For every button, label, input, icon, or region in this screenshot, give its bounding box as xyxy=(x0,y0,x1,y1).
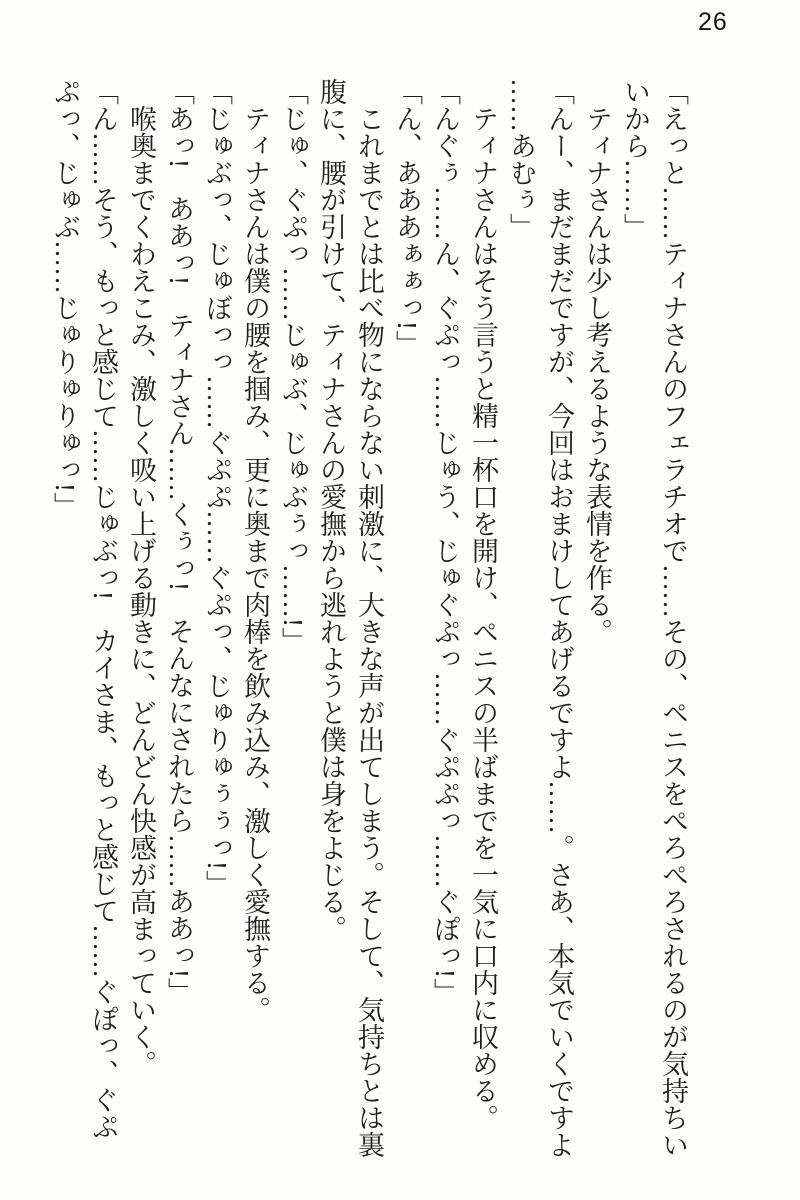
text-line: ティナさんは僕の腰を掴み、更に奥まで肉棒を飲み込み、激しく愛撫する。 xyxy=(240,105,270,1023)
text-line: 「じゅ、ぐぷっ……じゅぶ、じゅぶぅっ……!」 xyxy=(278,78,308,654)
text-line: 「んー、まだまだですが、今回はおまけしてあげるですよ……。さあ、本気でいくですよ xyxy=(544,78,574,1158)
novel-text-block xyxy=(46,78,692,1163)
text-line: 「あっ! ああっ! ティナさん……くぅっ! そんなにされたら……ああっ!」 xyxy=(164,78,194,1005)
text-line: 喉奥までくわえこみ、激しく吸い上げる動きに、どんどん快感が高まっていく。 xyxy=(126,105,156,1077)
text-line: これまでとは比べ物にならない刺激に、大きな声が出てしまう。そして、気持ちとは裏 xyxy=(354,105,384,1158)
text-line: ……あむぅ」 xyxy=(506,78,536,240)
page-number: 26 xyxy=(698,8,728,36)
text-line: ティナさんはそう言うと精一杯口を開け、ペニスの半ばまでを一気に口内に収める。 xyxy=(468,105,498,1131)
text-line: 「んぐぅ……ん、ぐぷっ……じゅう、じゅぐぷっ……ぐぷぷっ……ぐぽっ!」 xyxy=(430,78,460,1005)
text-line: いから……」 xyxy=(620,78,650,240)
text-line: 腹に、腰が引けて、ティナさんの愛撫から逃れようと僕は身をよじる。 xyxy=(316,78,346,942)
text-line: 「ん、あああぁぁっ!」 xyxy=(392,78,422,357)
text-line: ぷっ、じゅぶ……じゅりゅりゅっ!」 xyxy=(50,78,80,519)
text-line: ティナさんは少し考えるような表情を作る。 xyxy=(582,105,612,645)
text-line: 「じゅぶっ、じゅぼっっ……ぐぷぷ……ぐぷっ、じゅりゅぅぅっ!」 xyxy=(202,78,232,897)
text-line: 「えっと……ティナさんのフェラチオで……その、ペニスをぺろぺろされるのが気持ちい xyxy=(658,78,688,1158)
text-line: 「ん……そう、もっと感じて……じゅぶっ! カイさま、もっと感じて……ぐぽっ、ぐぷ xyxy=(88,78,118,1140)
